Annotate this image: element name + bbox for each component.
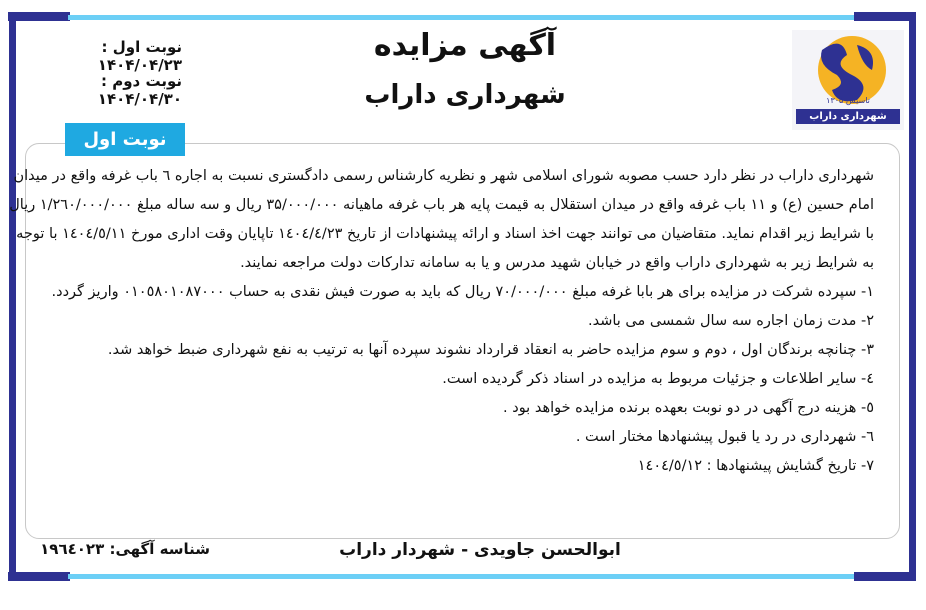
condition-item: ۷- تاریخ گشایش پیشنهادها : ۱٤۰٤/٥/۱۲: [637, 458, 874, 474]
condition-item: ٦- شهرداری در رد یا قبول پیشنهادها مختار است .: [575, 429, 874, 445]
round-tab-label: نوبت اول: [65, 123, 185, 156]
condition-item: ۳- چنانچه برندگان اول ، دوم و سوم مزایده حاضر به انعقاد قرارداد نشوند سپرده آنها به ترتیب به نفع شهرداری ضبط خواهد شد.: [107, 342, 874, 358]
signature: ابوالحسن جاویدی - شهردار داراب: [339, 540, 621, 560]
paragraph-line: با شرایط زیر اقدام نماید. متقاضیان می توانند جهت اخذ اسناد و ارائه پیشنهادات از تاریخ ۱٤۰٤/٤/۲۳ تاپایان وقت اداری مورخ ۱٤۰٤/٥/۱۱ با توجه: [16, 226, 874, 242]
first-round-date: نوبت اول : ۱۴۰۴/۰۴/۲۳: [97, 38, 182, 74]
logo-text: شهرداری داراب: [796, 109, 900, 124]
condition-item: ٤- سایر اطلاعات و جزئیات مربوط به مزایده در اسناد ذکر گردیده است.: [442, 371, 874, 387]
paragraph-line: شهرداری داراب در نظر دارد حسب مصوبه شورای اسلامی شهر و نظریه کارشناس رسمی دادگستری نسبت به اجاره ٦ باب غرفه واقع در میدان: [13, 168, 874, 184]
frame-top: [8, 12, 916, 22]
condition-item: ۱- سپرده شرکت در مزایده برای هر بابا غرفه مبلغ ۷۰/۰۰۰/۰۰۰ ریال که باید به صورت فیش نقدی به حساب ۰۱۰٥۸۰۱۰۸۷۰۰۰ واریز گردد.: [51, 284, 874, 300]
condition-item: ۲- مدت زمان اجاره سه سال شمسی می باشد.: [587, 313, 874, 329]
frame-bottom: [8, 572, 916, 582]
paragraph-line: به شرایط زیر به شهرداری داراب واقع در خیابان شهید مدرس و یا به سامانه تدارکات دولت مراجعه نمایند.: [240, 255, 874, 271]
notice-body: [9, 162, 874, 481]
frame-right: [909, 12, 916, 577]
logo-year: تاسیس ۱۳۰۵: [826, 96, 870, 105]
condition-item: ٥- هزینه درج آگهی در دو نوبت بعهده برنده مزایده خواهد بود .: [503, 400, 874, 416]
ad-id: شناسه آگهی: ۱۹٦٤۰۲۳: [40, 540, 210, 558]
frame-left: [9, 12, 16, 577]
municipality-logo: [792, 30, 904, 130]
page-subtitle: شهرداری داراب: [364, 80, 566, 110]
second-round-date: نوبت دوم : ۱۴۰۴/۰۴/۳۰: [97, 72, 182, 108]
page-title: آگهی مزایده: [373, 28, 557, 63]
paragraph-line: امام حسین (ع) و ۱۱ باب غرفه واقع در میدان استقلال به قیمت پایه هر باب غرفه ماهیانه ۳۵/۰۰۰/۰۰۰ ریال و سه ساله مبلغ ۱/۲٦۰/۰۰۰/۰۰۰ ریال: [9, 197, 874, 213]
